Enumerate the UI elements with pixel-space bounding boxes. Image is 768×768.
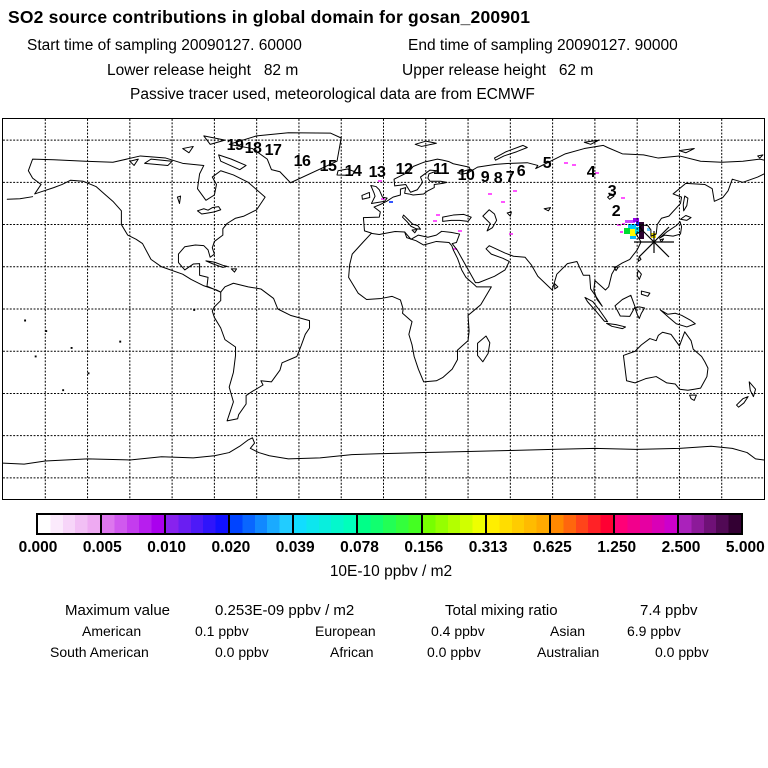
colorbar-tick-label: 5.000 bbox=[725, 539, 765, 556]
colorbar-tick-label: 1.250 bbox=[597, 539, 637, 556]
stat-region-item: South American bbox=[50, 644, 149, 660]
trajectory-day-label: 3 bbox=[607, 183, 617, 201]
stat-summary-item: Total mixing ratio bbox=[445, 602, 558, 619]
island-dots bbox=[24, 309, 195, 391]
colorbar-segment bbox=[292, 515, 356, 533]
colorbar-segment bbox=[164, 515, 228, 533]
colorbar-tick-label: 0.313 bbox=[468, 539, 508, 556]
trajectory-day-label: 6 bbox=[516, 163, 526, 181]
colorbar-segment bbox=[421, 515, 485, 533]
stat-region-item: Asian bbox=[550, 623, 586, 639]
trajectory-day-label: 19 bbox=[226, 137, 244, 155]
stat-region-item: 0.1 ppbv bbox=[195, 623, 249, 639]
trajectory-day-label: 17 bbox=[264, 142, 282, 160]
stat-region-item: 0.0 ppbv bbox=[655, 644, 709, 660]
trajectory-day-label: 4 bbox=[586, 164, 596, 182]
trajectory-day-label: 8 bbox=[493, 170, 503, 188]
lower-release-label: Lower release height 82 m bbox=[107, 62, 299, 79]
trajectory-day-label: 10 bbox=[457, 167, 475, 185]
trajectory-day-label: 13 bbox=[368, 164, 386, 182]
colorbar-unit-label: 10E-10 ppbv / m2 bbox=[329, 563, 453, 580]
trajectory-day-label: 15 bbox=[319, 158, 337, 176]
stat-region-item: 6.9 ppbv bbox=[627, 623, 681, 639]
colorbar-segment bbox=[100, 515, 164, 533]
colorbar-segment bbox=[549, 515, 613, 533]
colorbar-segment bbox=[677, 515, 741, 533]
stat-region-item: European bbox=[315, 623, 376, 639]
start-time-label: Start time of sampling 20090127. 60000 bbox=[27, 37, 302, 54]
stat-summary-item: 7.4 ppbv bbox=[640, 602, 698, 619]
colorbar-segment bbox=[228, 515, 292, 533]
colorbar bbox=[36, 513, 743, 535]
colorbar-segment bbox=[38, 515, 100, 533]
colorbar-tick-label: 0.010 bbox=[147, 539, 186, 556]
colorbar-tick-label: 2.500 bbox=[661, 539, 701, 556]
trajectory-day-label: 5 bbox=[542, 155, 552, 173]
trajectory-day-label: 14 bbox=[344, 163, 362, 181]
colorbar-tick-label: 0.020 bbox=[211, 539, 251, 556]
end-time-label: End time of sampling 20090127. 90000 bbox=[408, 37, 678, 54]
tracer-note-label: Passive tracer used, meteorological data are from ECMWF bbox=[130, 86, 535, 103]
receptor-star-icon bbox=[632, 220, 676, 264]
trajectory-day-label: 7 bbox=[505, 169, 515, 187]
trajectory-day-label: 12 bbox=[395, 161, 413, 179]
colorbar-tick-label: 0.078 bbox=[340, 539, 379, 556]
colorbar-segment bbox=[485, 515, 549, 533]
colorbar-tick-label: 0.005 bbox=[82, 539, 122, 556]
colorbar-tick-label: 0.156 bbox=[404, 539, 444, 556]
stat-region-item: Australian bbox=[537, 644, 600, 660]
stat-region-item: 0.4 ppbv bbox=[431, 623, 485, 639]
colorbar-segment bbox=[613, 515, 677, 533]
stat-region-item: American bbox=[82, 623, 142, 639]
trajectory-day-label: 9 bbox=[480, 169, 490, 187]
trajectory-day-label: 11 bbox=[433, 161, 449, 179]
colorbar-tick-label: 0.039 bbox=[275, 539, 315, 556]
colorbar-tick-label: 0.625 bbox=[532, 539, 572, 556]
figure-title: SO2 source contributions in global domain for gosan_200901 bbox=[8, 7, 531, 27]
upper-release-label: Upper release height 62 m bbox=[402, 62, 594, 79]
world-map bbox=[2, 118, 765, 500]
colorbar-tick-label: 0.000 bbox=[18, 539, 58, 556]
stat-region-item: 0.0 ppbv bbox=[215, 644, 269, 660]
colorbar-ticks bbox=[0, 539, 768, 556]
stat-region-item: 0.0 ppbv bbox=[427, 644, 481, 660]
trajectory-day-label: 18 bbox=[244, 140, 262, 158]
trajectory-day-label: 2 bbox=[611, 203, 621, 221]
stat-summary-item: Maximum value bbox=[65, 602, 171, 619]
trajectory-day-label: 16 bbox=[293, 153, 311, 171]
colorbar-segment bbox=[356, 515, 420, 533]
stat-summary-item: 0.253E-09 ppbv / m2 bbox=[215, 602, 355, 619]
stat-region-item: African bbox=[330, 644, 374, 660]
